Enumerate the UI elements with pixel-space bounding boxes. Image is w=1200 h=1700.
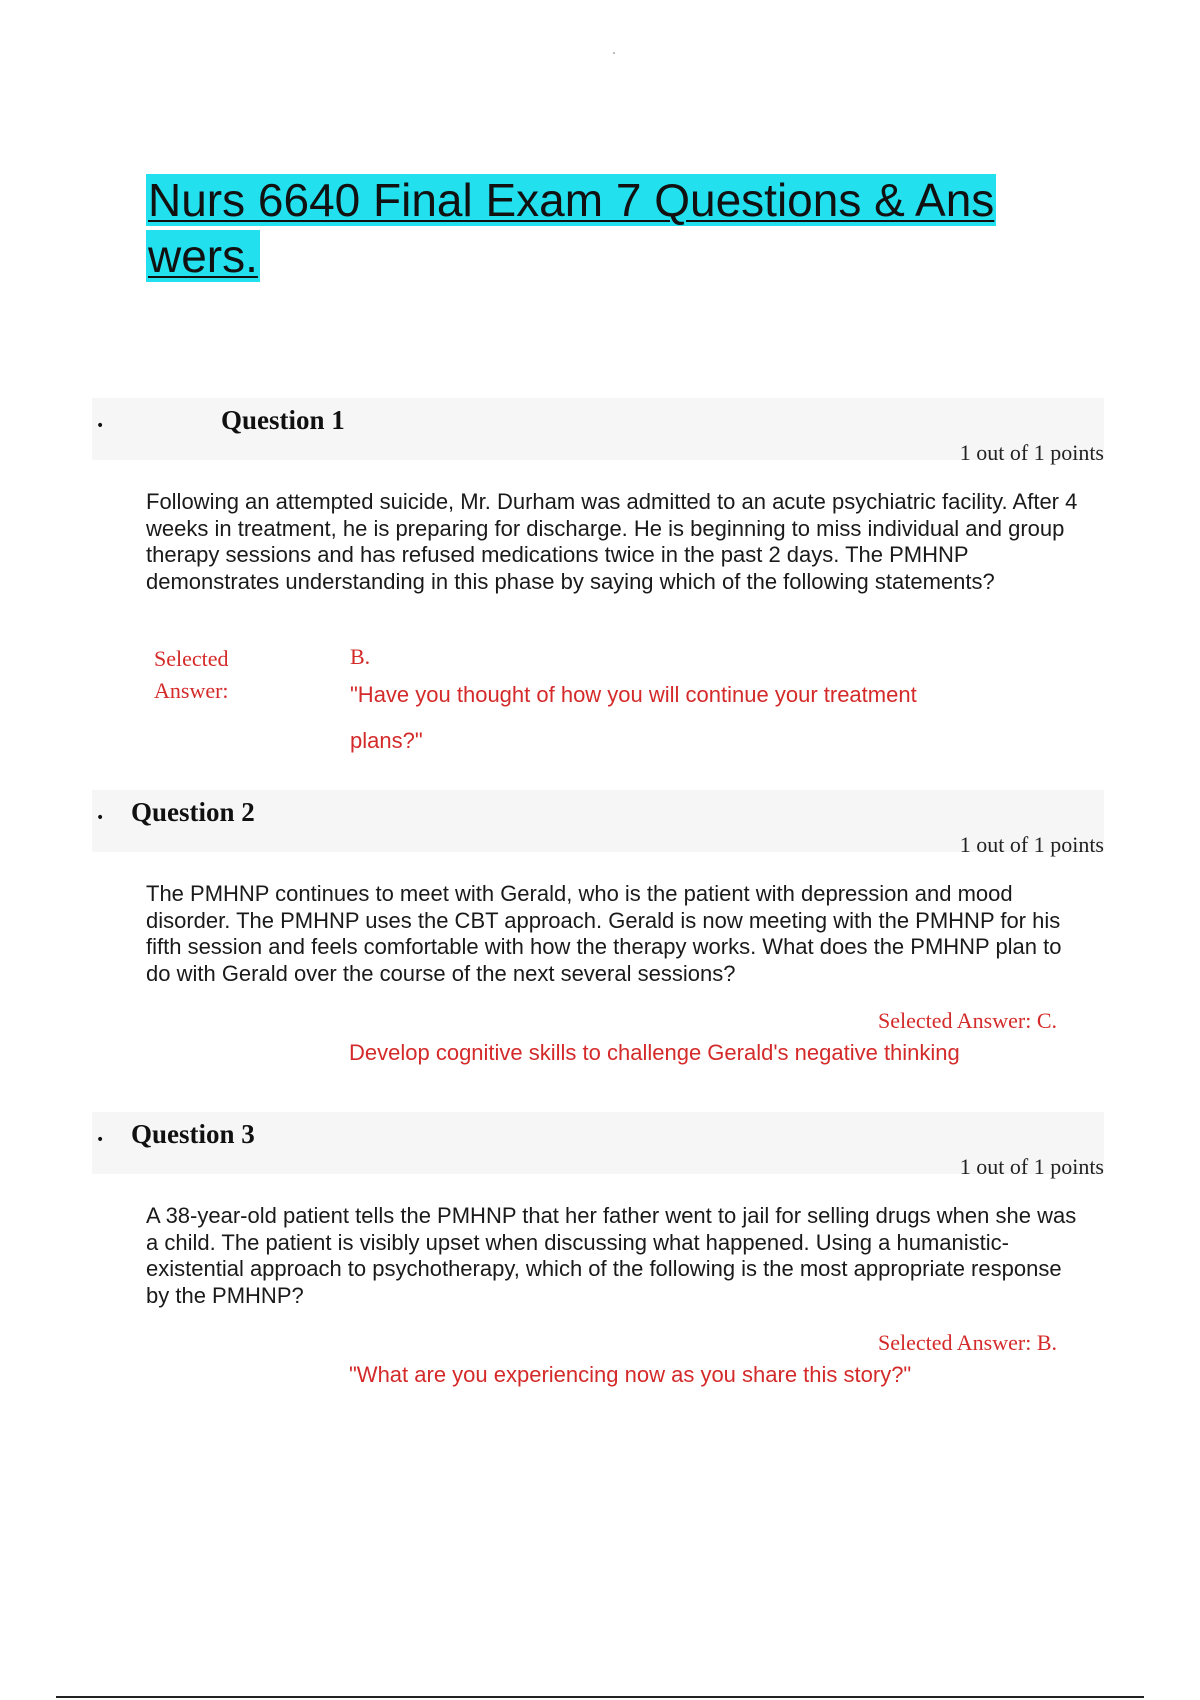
question-text: The PMHNP continues to meet with Gerald, who is the patient with depression and mood disorder. The PMHNP uses the CBT approach. Gerald is now meeting with the PMHNP for his fifth session and feels comfortable with how the therapy works. What does the PMHNP plan to do with Gerald over the course of the next several sessions?: [146, 881, 1062, 986]
page-bottom-rule: [56, 1696, 1144, 1698]
question-points: 1 out of 1 points: [959, 1154, 1104, 1179]
selected-answer-label: Selected Answer: C.: [877, 1008, 1057, 1033]
question-title: Question 3: [131, 1119, 255, 1149]
selected-answer-label: Selected Answer: B.: [877, 1330, 1057, 1355]
question-points: 1 out of 1 points: [959, 440, 1104, 465]
question-text: A 38-year-old patient tells the PMHNP that her father went to jail for selling drugs when she was a child. The patient is visibly upset when discussing what happened. Using a humanistic-existential approach to psychotherapy, which of the following is the most appropriate response by the PMHNP?: [146, 1203, 1077, 1308]
selected-answer-letter: B.: [350, 644, 371, 669]
selected-answer-text: Develop cognitive skills to challenge Gerald's negative thinking: [349, 1040, 960, 1065]
question-text: Following an attempted suicide, Mr. Durham was admitted to an acute psychiatric facility. After 4 weeks in treatment, he is preparing for discharge. He is beginning to miss individual and group therapy sessions and has refused medications twice in the past 2 days. The PMHNP demonstrates understanding in this phase by saying which of the following statements?: [146, 489, 1078, 594]
bullet-marker: •: [96, 810, 105, 826]
question-title: Question 2: [131, 797, 255, 827]
bullet-marker: •: [96, 1132, 105, 1148]
question-title: Question 1: [221, 405, 345, 435]
scan-speck: [613, 52, 615, 54]
selected-answer-text: "Have you thought of how you will continue your treatment plans?": [350, 682, 917, 753]
bullet-marker: •: [96, 418, 105, 434]
selected-answer-label: Selected Answer:: [154, 646, 229, 703]
selected-answer-text: "What are you experiencing now as you share this story?": [349, 1362, 912, 1387]
question-points: 1 out of 1 points: [959, 832, 1104, 857]
document-title: Nurs 6640 Final Exam 7 Questions & Ans wers.: [148, 174, 995, 282]
